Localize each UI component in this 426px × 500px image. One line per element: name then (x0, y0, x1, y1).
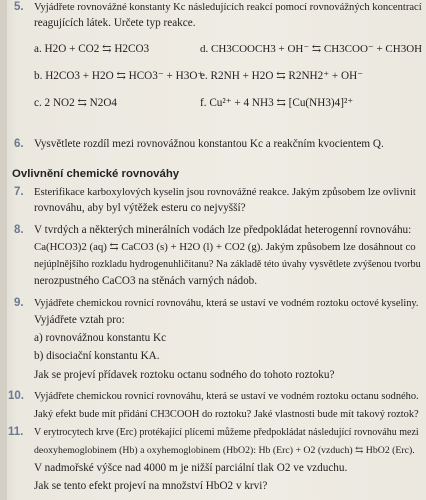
reaction-d: d. CH3COOCH3 + OH⁻ ⇆ CH3COO⁻ + CH3OH (200, 43, 423, 55)
question-7-number: 7. (14, 186, 24, 198)
question-11-number: 11. (8, 426, 24, 438)
question-7-line-1: Esterifikace karboxylových kyselin jsou rovnovážné reakce. Jakým způsobem lze ovlivnit (34, 187, 416, 198)
question-10-line-1: Vyjádřete chemickou rovnicí rovnováhu, která se ustaví ve vodném roztoku octanu sodného. (34, 391, 419, 402)
question-11-line-3: V nadmořské výšce nad 4000 m je nižší parciální tlak O2 ve vzduchu. (34, 462, 348, 474)
question-8-number: 8. (14, 224, 24, 236)
question-6-text: Vysvětlete rozdíl mezi rovnovážnou konstantou Kc a reakčním kvocientem Q. (34, 138, 384, 150)
reaction-b: b. H2CO3 + H2O ⇆ HCO3⁻ + H3O⁺ (34, 70, 204, 82)
question-11-line-2: deoxyhemoglobinem (Hb) a oxyhemoglobinem (HbO2): Hb (Erc) + O2 (vzduch) ⇆ HbO2 (Erc). (34, 445, 415, 456)
question-11-line-4: Jak se tento efekt projeví na množství HbO2 v krvi? (34, 480, 268, 492)
question-8-line-1: V tvrdých a některých minerálních vodách lze předpokládat heterogenní rovnováhu: (34, 224, 412, 236)
question-10-line-2: Jaký efekt bude mít přidání CH3COOH do roztoku? Jaké vlastnosti bude mít takový roztok? (34, 409, 419, 420)
question-5-text: Vyjádřete rovnovážné konstanty Kc následujících reakcí pomocí rovnovážných koncentrací (34, 2, 422, 13)
question-5-text-2: reagujících látek. Určete typ reakce. (34, 17, 196, 29)
question-10-number: 10. (8, 390, 24, 402)
question-5-number: 5. (14, 1, 24, 13)
reaction-c: c. 2 NO2 ⇆ N2O4 (34, 97, 118, 109)
question-6-number: 6. (14, 138, 24, 150)
reaction-a: a. H2O + CO2 ⇆ H2CO3 (34, 43, 150, 55)
reaction-e: e. R2NH + H2O ⇆ R2NH2⁺ + OH⁻ (200, 70, 364, 82)
question-9-number: 9. (14, 297, 24, 309)
section-heading: Ovlivnění chemické rovnováhy (12, 168, 180, 180)
question-9-line-1: Vyjádřete chemickou rovnicí rovnováhu, která se ustaví ve vodném roztoku octové kyseliny. (34, 298, 419, 309)
page-binding-shadow (0, 0, 7, 500)
reaction-f: f. Cu²⁺ + 4 NH3 ⇆ [Cu(NH3)4]²⁺ (200, 97, 354, 109)
question-8-line-4: nerozpustného CaCO3 na stěnách varných nádob. (34, 275, 258, 287)
question-9-line-4: b) disociační konstantu KA. (34, 350, 160, 362)
question-8-line-2: Ca(HCO3)2 (aq) ⇆ CaCO3 (s) + H2O (l) + CO2 (g). Jakým způsobem lze dosáhnout co (34, 241, 416, 253)
question-7-line-2: rovnováhu, aby byl výtěžek esteru co nejvyšší? (34, 202, 246, 214)
question-9-line-5: Jak se projeví přídavek roztoku octanu sodného do tohoto roztoku? (34, 369, 335, 381)
question-8-line-3: nejúplnějšího rozkladu hydrogenuhličitanu? Na základě této úvahy vysvětlete zvýšenou tvorbu (34, 259, 421, 270)
question-9-line-3: a) rovnovážnou konstantu Kc (34, 332, 167, 344)
question-9-line-2: Vyjádřete vztah pro: (34, 314, 125, 326)
question-11-line-1: V erytrocytech krve (Erc) protékající plícemi můžeme předpokládat následující rovnováhu mezi (34, 427, 419, 438)
